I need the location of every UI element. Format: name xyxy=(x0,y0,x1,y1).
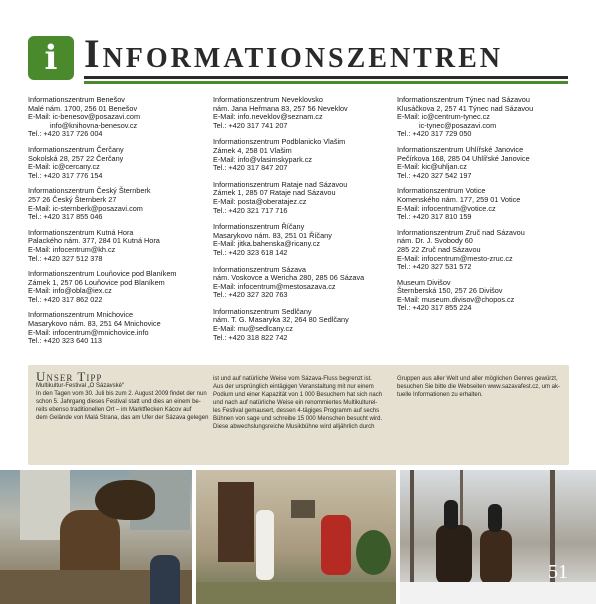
info-center-name: Informationszentrum Zruč nad Sázavou xyxy=(397,227,525,237)
info-center-detail: E-Mail: posta@oberatajez.cz xyxy=(213,196,307,206)
info-center-entry xyxy=(28,229,198,263)
info-center-entry xyxy=(28,96,198,139)
info-center-detail: Masarykovo nám. 83, 251 01 Říčany xyxy=(213,230,332,240)
info-center-detail: E-Mail: info@obla@iex.cz xyxy=(28,286,112,296)
info-center-name: Informationszentrum Uhlířské Janovice xyxy=(397,144,524,154)
info-center-entry xyxy=(213,223,383,257)
info-center-detail: Tel.: +420 317 729 050 xyxy=(397,129,472,139)
info-center-detail: 257 26 Český Šternberk 27 xyxy=(28,194,117,204)
info-center-detail: E-Mail: info.neveklov@seznam.cz xyxy=(213,112,323,122)
info-center-entry xyxy=(213,266,383,300)
info-center-detail: E-Mail: ic-benesov@posazavi.com xyxy=(28,112,141,122)
info-center-entry xyxy=(213,181,383,215)
info-center-detail: Zámek 1, 285 07 Rataje nad Sázavou xyxy=(213,188,336,198)
tip-line: les Festival gemausert, dessen 4-tägiges Programm auf sechs xyxy=(213,408,380,414)
info-center-detail: Komenského nám. 177, 259 01 Votice xyxy=(397,194,521,204)
fencing-show-photo xyxy=(196,470,396,604)
info-center-name: Informationszentrum Benešov xyxy=(28,95,125,104)
info-center-detail: nám. T. G. Masaryka 32, 264 80 Sedlčany xyxy=(213,315,349,325)
photo-strip xyxy=(0,470,596,604)
info-center-entry xyxy=(28,311,198,345)
info-center-detail: E-Mail: info@vlasimskypark.cz xyxy=(213,154,313,164)
info-center-detail: Šternberská 150, 257 26 Divišov xyxy=(397,286,503,296)
address-column-3 xyxy=(397,96,572,320)
info-center-detail: Tel.: +420 318 822 742 xyxy=(213,332,288,342)
info-center-entry xyxy=(397,96,572,139)
info-center-detail: Tel.: +420 317 810 159 xyxy=(397,212,472,222)
info-center-detail: E-Mail: mu@sedlcany.cz xyxy=(213,324,293,334)
tip-line: dem Gelände von Malá Strana, das am Ufer der Sázava gelegen xyxy=(36,415,209,421)
title-divider xyxy=(84,76,568,79)
info-center-detail: E-Mail: infocentrum@mesto-zruc.cz xyxy=(397,253,513,263)
info-center-detail: Tel.: +420 317 726 004 xyxy=(28,129,103,139)
info-center-entry xyxy=(397,229,572,272)
info-center-detail: Klusáčkova 2, 257 41 Týnec nad Sázavou xyxy=(397,103,534,113)
info-center-detail: info@knihovna-benesov.cz xyxy=(50,120,138,130)
tip-text-column-1 xyxy=(36,382,209,422)
tip-line: Aus der ursprünglich eintägigen Veranstaltung mit nur einem xyxy=(213,384,374,390)
info-center-name: Informationszentrum Sedlčany xyxy=(213,306,312,316)
tip-text-column-2 xyxy=(213,375,381,431)
tip-line: Diese abwechslungsreiche Musikbühne wird alljährlich durch xyxy=(213,424,375,430)
info-center-detail: Tel.: +420 323 618 142 xyxy=(213,247,288,257)
info-center-name: Informationszentrum Louňovice pod Blaníkem xyxy=(28,269,177,279)
info-center-detail: Tel.: +420 327 542 197 xyxy=(397,170,472,180)
info-center-entry xyxy=(28,146,198,180)
address-column-1 xyxy=(28,96,198,353)
info-center-name: Informationszentrum Mnichovice xyxy=(28,310,134,320)
info-center-detail: nám. Jana Heřmana 83, 257 56 Neveklov xyxy=(213,103,348,113)
info-center-detail: ic-tynec@posazavi.com xyxy=(419,120,497,130)
info-center-detail: E-Mail: infocentrum@kh.cz xyxy=(28,244,116,254)
info-center-detail: nám. Dr. J. Svobody 60 xyxy=(397,236,473,246)
info-center-detail: E-Mail: infocentrum@votice.cz xyxy=(397,203,496,213)
info-center-entry xyxy=(397,187,572,221)
info-center-detail: Tel.: +420 327 512 378 xyxy=(28,253,103,263)
info-center-detail: E-Mail: kic@uhljan.cz xyxy=(397,162,467,172)
tip-line: besuchen Sie bitte die Webseiten www.sazavafest.cz, um ak- xyxy=(397,384,560,390)
tip-line: reits ebenso traditionellen Ort – im Marktflecken Kácov auf xyxy=(36,407,192,413)
info-center-entry xyxy=(28,187,198,221)
info-center-detail: E-Mail: jitka.bahenska@ricany.cz xyxy=(213,239,321,249)
info-center-name: Museum Divišov xyxy=(397,277,451,287)
info-center-detail: 285 22 Zruč nad Sázavou xyxy=(397,244,481,254)
info-center-name: Informationszentrum Sázava xyxy=(213,264,306,274)
info-center-name: Informationszentrum Český Šternberk xyxy=(28,186,151,196)
info-center-name: Informationszentrum Říčany xyxy=(213,222,305,232)
info-center-detail: Palackého nám. 377, 284 01 Kutná Hora xyxy=(28,236,160,246)
info-center-detail: Masarykovo nám. 83, 251 64 Mnichovice xyxy=(28,319,161,329)
info-center-entry xyxy=(213,138,383,172)
info-center-name: Informationszentrum Podblanicko Vlašim xyxy=(213,137,346,147)
info-center-detail: Tel.: +420 327 320 763 xyxy=(213,290,288,300)
info-center-entry xyxy=(213,308,383,342)
title-divider-accent xyxy=(84,81,568,84)
info-center-detail: E-Mail: ic@centrum-tynec.cz xyxy=(397,112,490,122)
info-center-detail: Tel.: +420 317 862 022 xyxy=(28,294,103,304)
info-center-detail: Malé nám. 1700, 256 01 Benešov xyxy=(28,103,138,113)
info-center-name: Informationszentrum Týnec nad Sázavou xyxy=(397,95,530,104)
tip-line: Podium und einer Kapazität von 1 000 Besuchern hat sich nach xyxy=(213,392,383,398)
info-center-detail: E-Mail: museum.divisov@chopos.cz xyxy=(397,294,515,304)
info-logo-icon: i xyxy=(28,36,74,80)
tip-line: Gruppen aus aller Welt und aller möglichen Genres gewürzt, xyxy=(397,376,558,382)
address-column-2 xyxy=(213,96,383,350)
tip-line: ist und auf natürliche Weise vom Sázava-Fluss begrenzt ist. xyxy=(213,376,372,382)
page-title: Informationszentren xyxy=(84,31,503,76)
info-center-detail: Tel.: +420 317 847 207 xyxy=(213,163,288,173)
info-center-name: Informationszentrum Rataje nad Sázavou xyxy=(213,179,348,189)
info-center-name: Informationszentrum Votice xyxy=(397,186,486,196)
info-center-detail: nám. Voskovce a Wericha 280, 285 06 Sázava xyxy=(213,273,365,283)
info-center-detail: Tel.: +420 327 531 572 xyxy=(397,262,472,272)
tip-title: Unser Tipp xyxy=(36,369,103,384)
info-center-detail: Zámek 4, 258 01 Vlašim xyxy=(213,145,292,155)
tip-line: Multikultur-Festival „O Sázavské“ xyxy=(36,383,125,389)
falconer-photo xyxy=(0,470,192,604)
info-center-detail: Pečírkova 168, 285 04 Uhlířské Janovice xyxy=(397,153,530,163)
tip-line: Bühnen von sage und schreibe 15 000 Menschen besucht wird. xyxy=(213,416,383,422)
tip-line: In den Tagen vom 30. Juli bis zum 2. August 2009 findet der nun xyxy=(36,391,207,397)
info-center-detail: Tel.: +420 317 855 046 xyxy=(28,212,103,222)
info-center-detail: E-Mail: ic@cercany.cz xyxy=(28,162,100,172)
info-center-detail: Tel.: +420 323 640 113 xyxy=(28,336,102,346)
info-center-detail: Zámek 1, 257 06 Louňovice pod Blaníkem xyxy=(28,277,165,287)
info-center-detail: E-Mail: infocentrum@mnichovice.info xyxy=(28,327,149,337)
info-center-detail: E-Mail: ic-sternberk@posazavi.com xyxy=(28,203,143,213)
info-center-entry xyxy=(397,279,572,313)
tip-line: tuelle Informationen zu erhalten. xyxy=(397,392,483,398)
info-center-entry xyxy=(213,96,383,130)
info-center-detail: Sokolská 28, 257 22 Čerčany xyxy=(28,153,124,163)
tip-line: schon 5. Jahrgang dieses Festival statt und dies an einem be- xyxy=(36,399,201,405)
tip-line: und nach auf natürliche Weise ein renommiertes Multikulturel- xyxy=(213,400,378,406)
info-center-name: Informationszentrum Kutná Hora xyxy=(28,227,134,237)
info-center-entry xyxy=(28,270,198,304)
info-center-detail: Tel.: +420 321 717 716 xyxy=(213,205,288,215)
info-center-detail: Tel.: +420 317 855 224 xyxy=(397,303,472,313)
info-center-detail: Tel.: +420 317 776 154 xyxy=(28,170,103,180)
info-center-detail: Tel.: +420 317 741 207 xyxy=(213,120,288,130)
page-number: 51 xyxy=(548,561,568,583)
tip-text-column-3 xyxy=(397,375,567,399)
info-center-name: Informationszentrum Čerčany xyxy=(28,144,124,154)
info-center-name: Informationszentrum Neveklovsko xyxy=(213,95,323,104)
info-center-entry xyxy=(397,146,572,180)
info-center-detail: E-Mail: infocentrum@mestosazava.cz xyxy=(213,281,336,291)
